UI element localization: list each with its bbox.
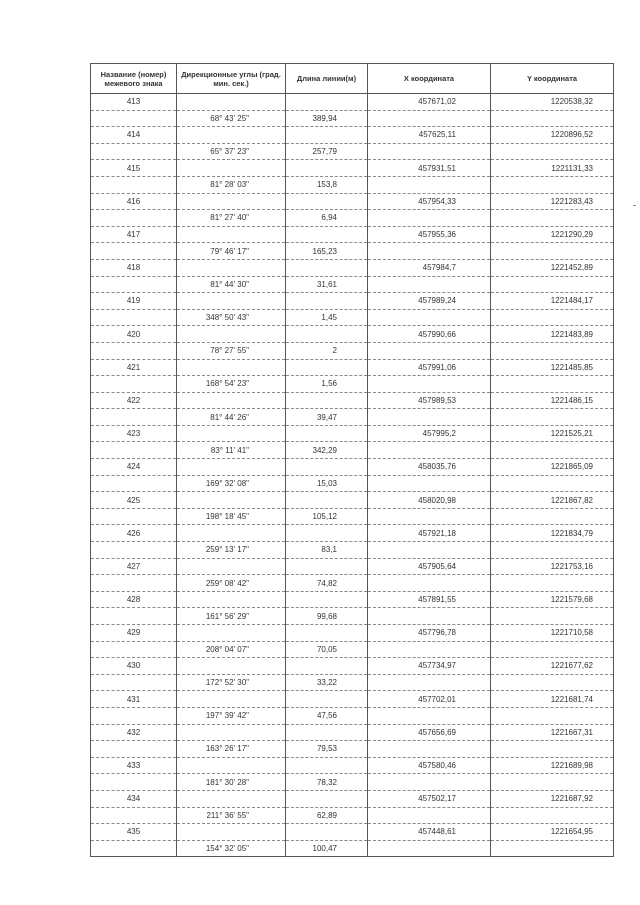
point-name-cell-empty [91, 176, 177, 193]
y-coordinate-cell-empty [491, 840, 614, 857]
header-x-coordinate: X координата [368, 64, 491, 94]
angle-cell-empty [177, 525, 286, 542]
angle-cell-empty [177, 625, 286, 642]
line-length-cell: 165,23 [286, 243, 368, 260]
y-coordinate-cell: 1221867,82 [491, 492, 614, 509]
angle-cell-empty [177, 459, 286, 476]
x-coordinate-cell: 457921,18 [368, 525, 491, 542]
y-coordinate-cell: 1221283,43 [491, 193, 614, 210]
point-name-cell-empty [91, 807, 177, 824]
x-coordinate-cell-empty [368, 342, 491, 359]
direction-angle-cell: 65° 37' 23" [177, 143, 286, 160]
table-row-segment [91, 508, 614, 525]
table-row-segment [91, 342, 614, 359]
table-row-point [91, 459, 614, 476]
y-coordinate-cell: 1221834,79 [491, 525, 614, 542]
direction-angle-cell: 68° 43' 25" [177, 110, 286, 127]
line-length-cell: 83,1 [286, 542, 368, 559]
line-length-cell: 78,32 [286, 774, 368, 791]
point-name-cell: 419 [91, 293, 177, 310]
y-coordinate-cell-empty [491, 243, 614, 260]
angle-cell-empty [177, 691, 286, 708]
x-coordinate-cell: 457625,11 [368, 127, 491, 144]
line-length-cell: 70,05 [286, 641, 368, 658]
table-row-point [91, 824, 614, 841]
direction-angle-cell: 197° 39' 42" [177, 707, 286, 724]
table-row-point [91, 492, 614, 509]
table-row-point [91, 326, 614, 343]
y-coordinate-cell: 1221290,29 [491, 226, 614, 243]
y-coordinate-cell-empty [491, 807, 614, 824]
length-cell-empty [286, 359, 368, 376]
table-row-segment [91, 707, 614, 724]
line-length-cell: 389,94 [286, 110, 368, 127]
point-name-cell: 417 [91, 226, 177, 243]
table-row-segment [91, 309, 614, 326]
direction-angle-cell: 172° 52' 30" [177, 674, 286, 691]
x-coordinate-cell: 457954,33 [368, 193, 491, 210]
x-coordinate-cell: 457989,24 [368, 293, 491, 310]
angle-cell-empty [177, 226, 286, 243]
point-name-cell: 413 [91, 94, 177, 111]
x-coordinate-cell-empty [368, 674, 491, 691]
y-coordinate-cell: 1221667,31 [491, 724, 614, 741]
y-coordinate-cell: 1221753,16 [491, 558, 614, 575]
angle-cell-empty [177, 127, 286, 144]
y-coordinate-cell: 1221579,68 [491, 591, 614, 608]
point-name-cell-empty [91, 641, 177, 658]
header-direction-angle: Дирекционные углы (град. мин. сек.) [177, 64, 286, 94]
point-name-cell: 427 [91, 558, 177, 575]
point-name-cell: 423 [91, 425, 177, 442]
x-coordinate-cell: 457734,97 [368, 658, 491, 675]
table-row-segment [91, 176, 614, 193]
point-name-cell-empty [91, 542, 177, 559]
direction-angle-cell: 208° 04' 07" [177, 641, 286, 658]
length-cell-empty [286, 724, 368, 741]
angle-cell-empty [177, 492, 286, 509]
y-coordinate-cell: 1220896,52 [491, 127, 614, 144]
coordinates-sheet [90, 63, 613, 857]
table-row-point [91, 160, 614, 177]
x-coordinate-cell-empty [368, 309, 491, 326]
point-name-cell-empty [91, 143, 177, 160]
line-length-cell: 74,82 [286, 575, 368, 592]
direction-angle-cell: 83° 11' 41" [177, 442, 286, 459]
length-cell-empty [286, 326, 368, 343]
table-row-point [91, 790, 614, 807]
point-name-cell: 422 [91, 392, 177, 409]
direction-angle-cell: 348° 50' 43" [177, 309, 286, 326]
point-name-cell-empty [91, 475, 177, 492]
point-name-cell-empty [91, 276, 177, 293]
direction-angle-cell: 163° 26' 17" [177, 741, 286, 758]
x-coordinate-cell: 457671,02 [368, 94, 491, 111]
line-length-cell: 99,68 [286, 608, 368, 625]
direction-angle-cell: 168° 54' 23" [177, 376, 286, 393]
line-length-cell: 105,12 [286, 508, 368, 525]
x-coordinate-cell-empty [368, 807, 491, 824]
point-name-cell-empty [91, 508, 177, 525]
length-cell-empty [286, 160, 368, 177]
point-name-cell: 432 [91, 724, 177, 741]
table-row-point [91, 259, 614, 276]
point-name-cell: 434 [91, 790, 177, 807]
x-coordinate-cell: 458035,76 [368, 459, 491, 476]
y-coordinate-cell: 1221689,98 [491, 757, 614, 774]
x-coordinate-cell-empty [368, 376, 491, 393]
length-cell-empty [286, 691, 368, 708]
table-row-segment [91, 641, 614, 658]
table-row-point [91, 525, 614, 542]
y-coordinate-cell-empty [491, 309, 614, 326]
table-row-point [91, 94, 614, 111]
line-length-cell: 1,56 [286, 376, 368, 393]
angle-cell-empty [177, 293, 286, 310]
x-coordinate-cell: 457990,66 [368, 326, 491, 343]
angle-cell-empty [177, 558, 286, 575]
point-name-cell: 428 [91, 591, 177, 608]
angle-cell-empty [177, 425, 286, 442]
point-name-cell: 416 [91, 193, 177, 210]
x-coordinate-cell-empty [368, 276, 491, 293]
length-cell-empty [286, 425, 368, 442]
x-coordinate-cell-empty [368, 641, 491, 658]
point-name-cell-empty [91, 707, 177, 724]
x-coordinate-cell: 457905,64 [368, 558, 491, 575]
length-cell-empty [286, 790, 368, 807]
x-coordinate-cell-empty [368, 707, 491, 724]
angle-cell-empty [177, 259, 286, 276]
length-cell-empty [286, 193, 368, 210]
length-cell-empty [286, 392, 368, 409]
y-coordinate-cell-empty [491, 641, 614, 658]
length-cell-empty [286, 293, 368, 310]
table-row-segment [91, 442, 614, 459]
point-name-cell-empty [91, 442, 177, 459]
direction-angle-cell: 181° 30' 28" [177, 774, 286, 791]
point-name-cell-empty [91, 309, 177, 326]
y-coordinate-cell: 1221485,85 [491, 359, 614, 376]
boundary-points-table [90, 63, 614, 857]
point-name-cell-empty [91, 210, 177, 227]
angle-cell-empty [177, 94, 286, 111]
line-length-cell: 2 [286, 342, 368, 359]
y-coordinate-cell-empty [491, 508, 614, 525]
x-coordinate-cell-empty [368, 475, 491, 492]
table-row-point [91, 392, 614, 409]
line-length-cell: 39,47 [286, 409, 368, 426]
point-name-cell-empty [91, 840, 177, 857]
y-coordinate-cell-empty [491, 176, 614, 193]
point-name-cell: 430 [91, 658, 177, 675]
direction-angle-cell: 259° 13' 17" [177, 542, 286, 559]
y-coordinate-cell-empty [491, 575, 614, 592]
header-y-coordinate: Y координата [491, 64, 614, 94]
table-row-segment [91, 475, 614, 492]
x-coordinate-cell: 457448,61 [368, 824, 491, 841]
x-coordinate-cell-empty [368, 542, 491, 559]
y-coordinate-cell: 1221525,21 [491, 425, 614, 442]
y-coordinate-cell-empty [491, 674, 614, 691]
length-cell-empty [286, 226, 368, 243]
table-row-point [91, 658, 614, 675]
line-length-cell: 1,45 [286, 309, 368, 326]
point-name-cell-empty [91, 376, 177, 393]
y-coordinate-cell-empty [491, 475, 614, 492]
table-header-row [91, 64, 614, 94]
angle-cell-empty [177, 724, 286, 741]
table-row-point [91, 558, 614, 575]
x-coordinate-cell: 457502,17 [368, 790, 491, 807]
y-coordinate-cell-empty [491, 143, 614, 160]
y-coordinate-cell-empty [491, 276, 614, 293]
line-length-cell: 33,22 [286, 674, 368, 691]
y-coordinate-cell: 1221681,74 [491, 691, 614, 708]
table-row-segment [91, 210, 614, 227]
header-line-length: Длина линии(м) [286, 64, 368, 94]
y-coordinate-cell: 1221131,33 [491, 160, 614, 177]
x-coordinate-cell: 457702,01 [368, 691, 491, 708]
x-coordinate-cell-empty [368, 210, 491, 227]
line-length-cell: 47,56 [286, 707, 368, 724]
x-coordinate-cell-empty [368, 774, 491, 791]
length-cell-empty [286, 591, 368, 608]
x-coordinate-cell: 457989,53 [368, 392, 491, 409]
y-coordinate-cell: 1221710,58 [491, 625, 614, 642]
point-name-cell: 418 [91, 259, 177, 276]
table-row-segment [91, 840, 614, 857]
line-length-cell: 100,47 [286, 840, 368, 857]
length-cell-empty [286, 658, 368, 675]
y-coordinate-cell-empty [491, 409, 614, 426]
x-coordinate-cell: 457984,7 [368, 259, 491, 276]
y-coordinate-cell: 1220538,32 [491, 94, 614, 111]
table-row-point [91, 724, 614, 741]
table-row-segment [91, 376, 614, 393]
direction-angle-cell: 198° 18' 45" [177, 508, 286, 525]
point-name-cell-empty [91, 243, 177, 260]
point-name-cell: 415 [91, 160, 177, 177]
table-row-point [91, 226, 614, 243]
point-name-cell-empty [91, 409, 177, 426]
x-coordinate-cell-empty [368, 409, 491, 426]
y-coordinate-cell: 1221484,17 [491, 293, 614, 310]
length-cell-empty [286, 824, 368, 841]
table-row-point [91, 757, 614, 774]
x-coordinate-cell-empty [368, 442, 491, 459]
point-name-cell: 425 [91, 492, 177, 509]
table-row-point [91, 127, 614, 144]
y-coordinate-cell-empty [491, 210, 614, 227]
angle-cell-empty [177, 824, 286, 841]
line-length-cell: 153,8 [286, 176, 368, 193]
table-row-segment [91, 807, 614, 824]
x-coordinate-cell: 457656,69 [368, 724, 491, 741]
point-name-cell-empty [91, 741, 177, 758]
length-cell-empty [286, 94, 368, 111]
x-coordinate-cell-empty [368, 508, 491, 525]
y-coordinate-cell-empty [491, 741, 614, 758]
point-name-cell-empty [91, 774, 177, 791]
length-cell-empty [286, 127, 368, 144]
length-cell-empty [286, 459, 368, 476]
table-row-segment [91, 674, 614, 691]
x-coordinate-cell: 457955,36 [368, 226, 491, 243]
x-coordinate-cell-empty [368, 840, 491, 857]
x-coordinate-cell-empty [368, 110, 491, 127]
angle-cell-empty [177, 658, 286, 675]
direction-angle-cell: 169° 32' 08" [177, 475, 286, 492]
table-row-point [91, 293, 614, 310]
angle-cell-empty [177, 193, 286, 210]
angle-cell-empty [177, 591, 286, 608]
direction-angle-cell: 78° 27' 55" [177, 342, 286, 359]
angle-cell-empty [177, 359, 286, 376]
table-row-segment [91, 276, 614, 293]
table-row-segment [91, 243, 614, 260]
point-name-cell: 429 [91, 625, 177, 642]
table-row-point [91, 359, 614, 376]
y-coordinate-cell: 1221483,89 [491, 326, 614, 343]
x-coordinate-cell: 457580,46 [368, 757, 491, 774]
point-name-cell: 433 [91, 757, 177, 774]
length-cell-empty [286, 558, 368, 575]
x-coordinate-cell-empty [368, 243, 491, 260]
x-coordinate-cell: 457995,2 [368, 425, 491, 442]
x-coordinate-cell: 457991,06 [368, 359, 491, 376]
point-name-cell: 424 [91, 459, 177, 476]
table-row-point [91, 691, 614, 708]
line-length-cell: 79,53 [286, 741, 368, 758]
point-name-cell-empty [91, 674, 177, 691]
length-cell-empty [286, 492, 368, 509]
table-row-segment [91, 409, 614, 426]
point-name-cell-empty [91, 342, 177, 359]
x-coordinate-cell-empty [368, 176, 491, 193]
x-coordinate-cell-empty [368, 575, 491, 592]
point-name-cell-empty [91, 575, 177, 592]
margin-mark [633, 205, 636, 206]
table-row-segment [91, 110, 614, 127]
y-coordinate-cell: 1221654,95 [491, 824, 614, 841]
x-coordinate-cell: 457931,51 [368, 160, 491, 177]
point-name-cell: 426 [91, 525, 177, 542]
direction-angle-cell: 81° 28' 03" [177, 176, 286, 193]
y-coordinate-cell-empty [491, 608, 614, 625]
y-coordinate-cell-empty [491, 342, 614, 359]
point-name-cell: 414 [91, 127, 177, 144]
table-row-point [91, 193, 614, 210]
line-length-cell: 6,94 [286, 210, 368, 227]
y-coordinate-cell: 1221687,92 [491, 790, 614, 807]
y-coordinate-cell: 1221452,89 [491, 259, 614, 276]
table-row-segment [91, 774, 614, 791]
table-row-point [91, 425, 614, 442]
table-row-segment [91, 575, 614, 592]
line-length-cell: 15,03 [286, 475, 368, 492]
line-length-cell: 257,79 [286, 143, 368, 160]
table-row-segment [91, 608, 614, 625]
direction-angle-cell: 81° 44' 30" [177, 276, 286, 293]
y-coordinate-cell: 1221865,09 [491, 459, 614, 476]
y-coordinate-cell-empty [491, 774, 614, 791]
point-name-cell: 431 [91, 691, 177, 708]
x-coordinate-cell: 457796,78 [368, 625, 491, 642]
angle-cell-empty [177, 790, 286, 807]
line-length-cell: 31,61 [286, 276, 368, 293]
y-coordinate-cell-empty [491, 542, 614, 559]
table-row-segment [91, 143, 614, 160]
x-coordinate-cell: 458020,98 [368, 492, 491, 509]
y-coordinate-cell: 1221486,15 [491, 392, 614, 409]
point-name-cell-empty [91, 110, 177, 127]
point-name-cell: 421 [91, 359, 177, 376]
y-coordinate-cell-empty [491, 707, 614, 724]
line-length-cell: 62,89 [286, 807, 368, 824]
header-point-name: Название (номер) межевого знака [91, 64, 177, 94]
y-coordinate-cell: 1221677,62 [491, 658, 614, 675]
x-coordinate-cell-empty [368, 143, 491, 160]
length-cell-empty [286, 525, 368, 542]
line-length-cell: 342,29 [286, 442, 368, 459]
length-cell-empty [286, 757, 368, 774]
angle-cell-empty [177, 326, 286, 343]
table-body [91, 94, 614, 857]
table-row-point [91, 591, 614, 608]
length-cell-empty [286, 625, 368, 642]
direction-angle-cell: 81° 27' 40" [177, 210, 286, 227]
direction-angle-cell: 211° 36' 55" [177, 807, 286, 824]
direction-angle-cell: 161° 56' 29" [177, 608, 286, 625]
length-cell-empty [286, 259, 368, 276]
angle-cell-empty [177, 392, 286, 409]
point-name-cell: 420 [91, 326, 177, 343]
direction-angle-cell: 81° 44' 26" [177, 409, 286, 426]
angle-cell-empty [177, 160, 286, 177]
point-name-cell-empty [91, 608, 177, 625]
table-row-point [91, 625, 614, 642]
direction-angle-cell: 154° 32' 05" [177, 840, 286, 857]
y-coordinate-cell-empty [491, 376, 614, 393]
angle-cell-empty [177, 757, 286, 774]
table-row-segment [91, 741, 614, 758]
y-coordinate-cell-empty [491, 442, 614, 459]
y-coordinate-cell-empty [491, 110, 614, 127]
x-coordinate-cell: 457891,55 [368, 591, 491, 608]
table-row-segment [91, 542, 614, 559]
direction-angle-cell: 79° 46' 17" [177, 243, 286, 260]
x-coordinate-cell-empty [368, 741, 491, 758]
point-name-cell: 435 [91, 824, 177, 841]
direction-angle-cell: 259° 08' 42" [177, 575, 286, 592]
x-coordinate-cell-empty [368, 608, 491, 625]
